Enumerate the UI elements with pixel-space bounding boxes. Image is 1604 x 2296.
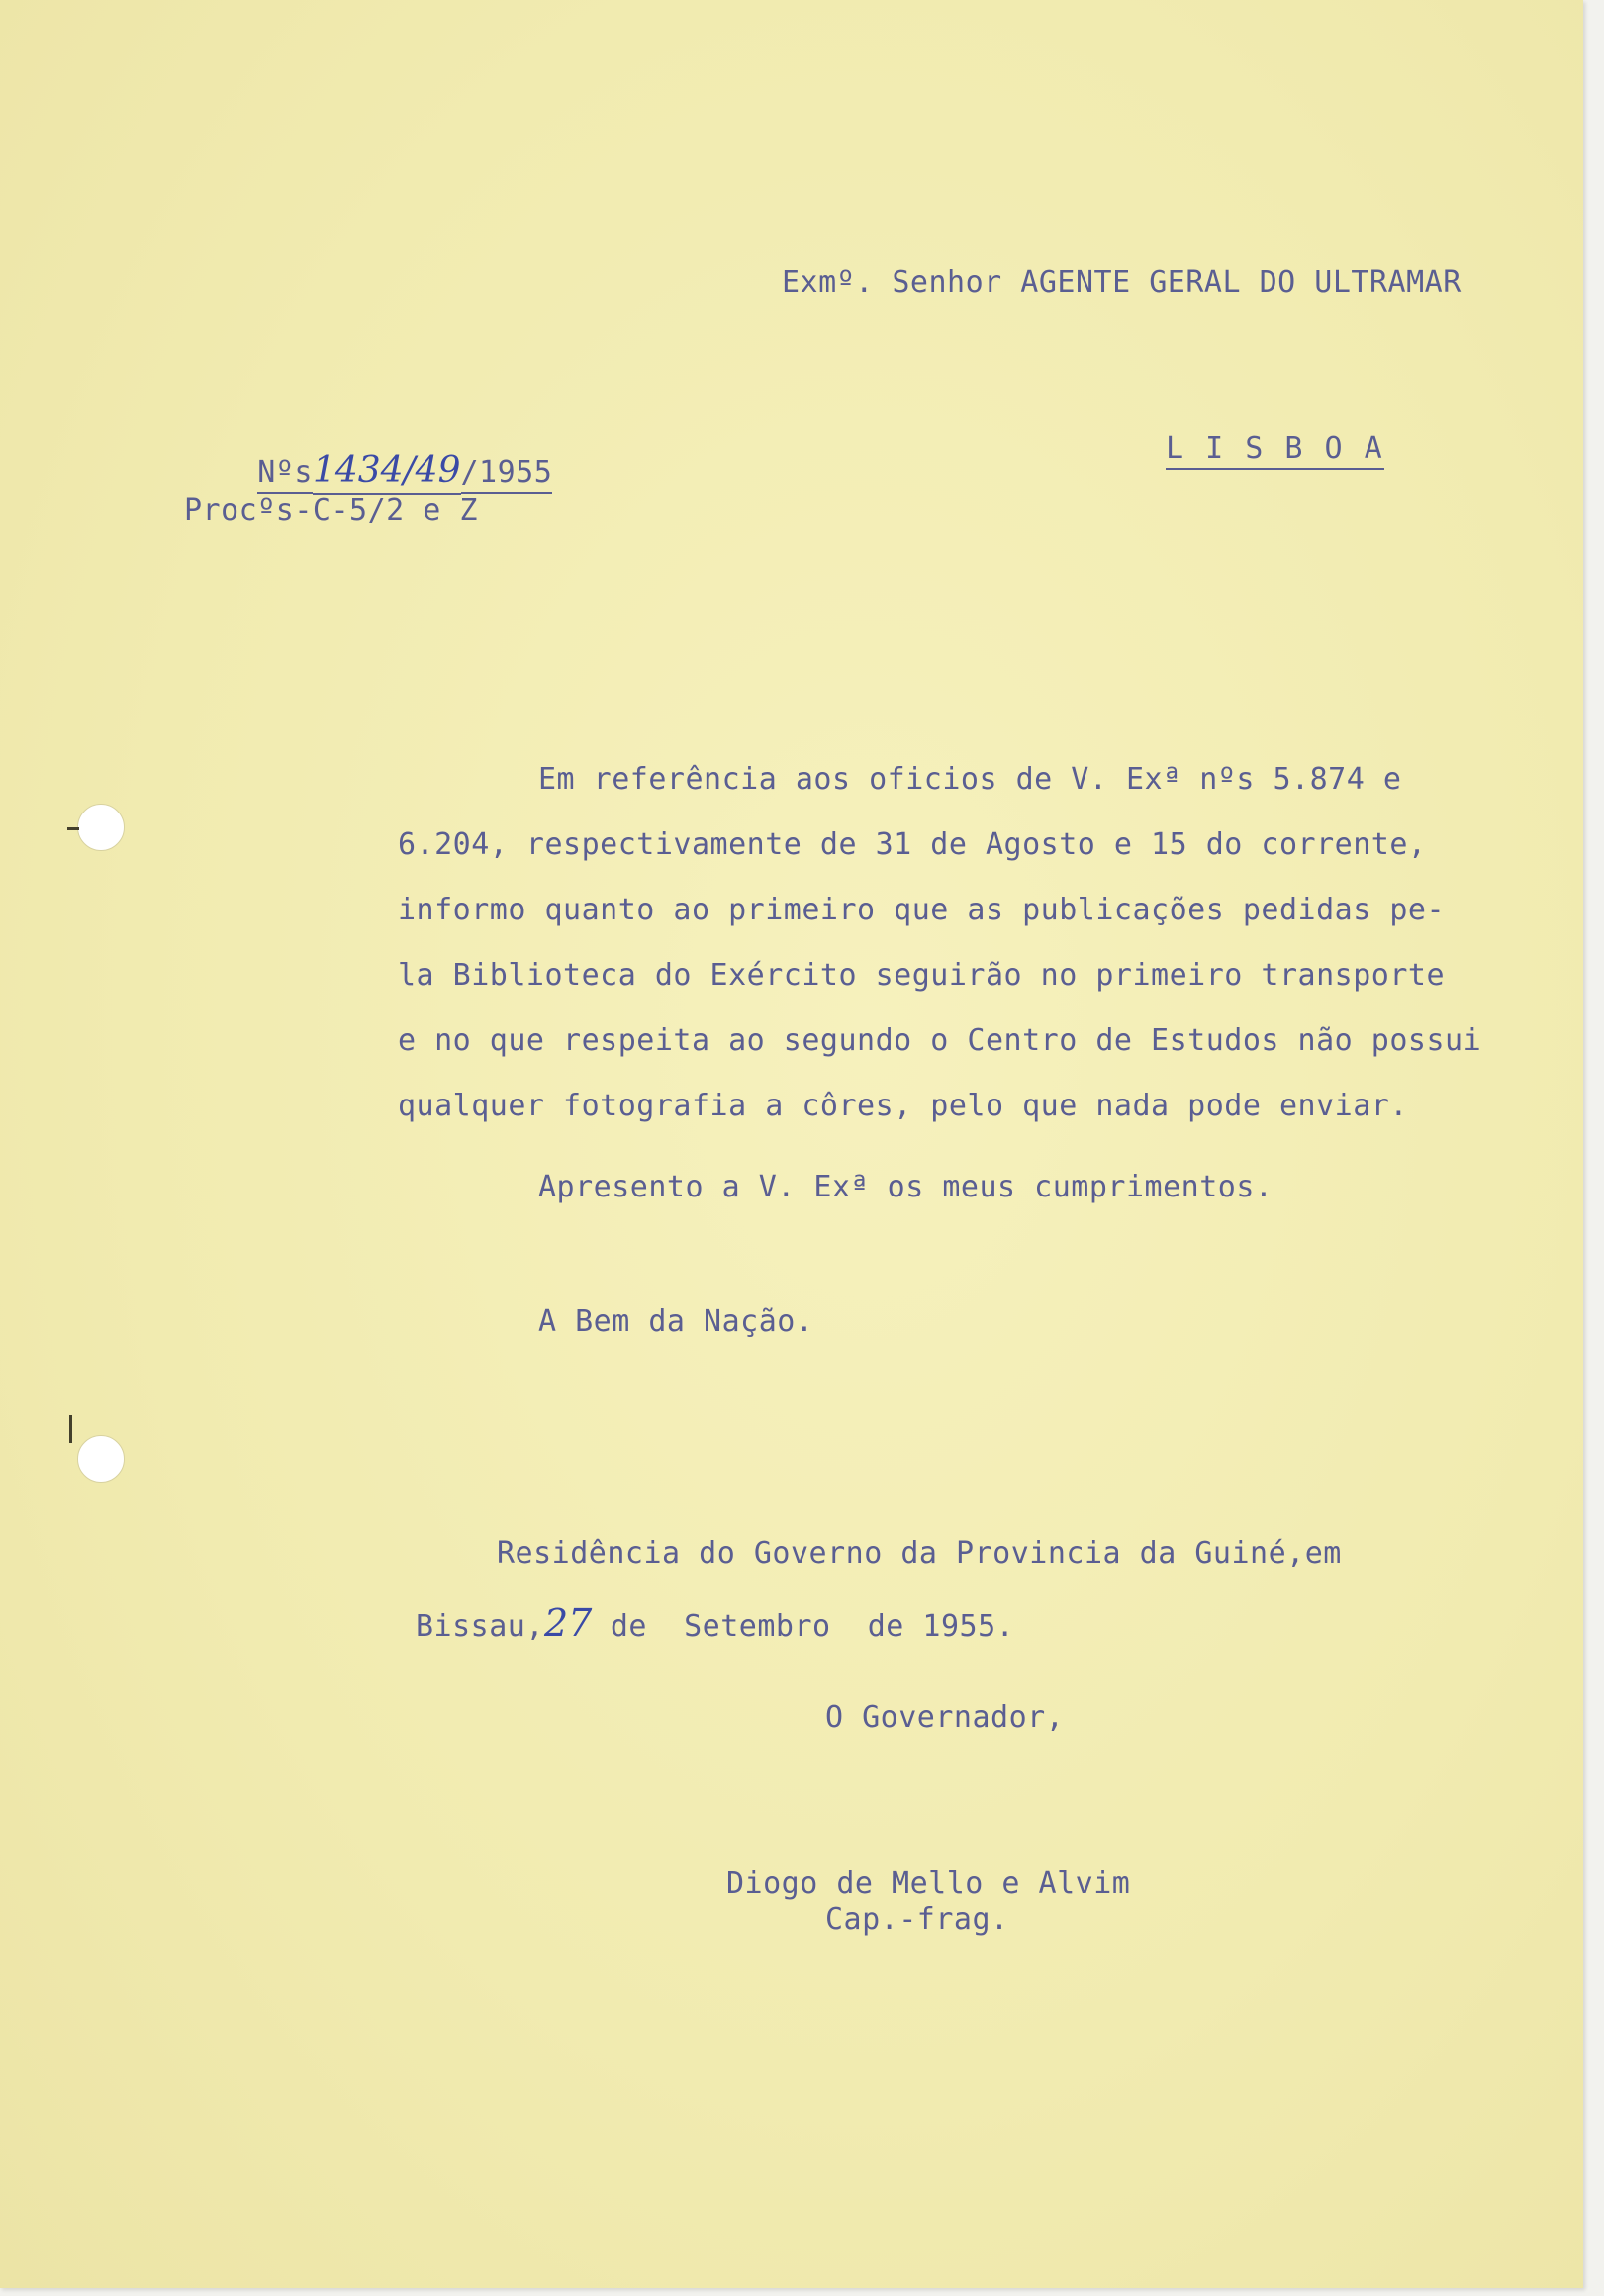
addressee-line: Exmº. Senhor AGENTE GERAL DO ULTRAMAR [782,265,1462,300]
body-line-4: la Biblioteca do Exército seguirão no primeiro transporte [398,958,1446,993]
reference-year: /1955 [461,455,553,494]
body-line-6: qualquer fotografia a côres, pelo que nada pode enviar. [398,1089,1408,1123]
date-day-handwritten: 27 [543,1601,593,1645]
signatory-role: O Governador, [825,1700,1065,1735]
punch-hole-top [77,804,125,851]
body-line-2: 6.204, respectivamente de 31 de Agosto e 15 do corrente, [398,827,1427,862]
punch-hole-bottom [77,1435,125,1483]
reference-prefix: Nºs [257,455,313,494]
date-rest: de Setembro de 1955. [592,1609,1015,1644]
reference-handwritten-number: 1434/49 [313,450,461,495]
body-line-1: Em referência aos oficios de V. Exª nºs 5.874 e [538,762,1402,797]
date-line [416,1601,1014,1645]
body-line-5: e no que respeita ao segundo o Centro de Estudos não possui [398,1023,1482,1058]
paper-tear-mark [67,827,79,830]
place-line: Residência do Governo da Provincia da Guiné,em [497,1536,1342,1571]
paper-tear-mark [69,1415,72,1443]
closing-line: Apresento a V. Exª os meus cumprimentos. [538,1170,1274,1204]
signatory-rank: Cap.-frag. [825,1902,1009,1937]
body-line-3: informo quanto ao primeiro que as publicações pedidas pe- [398,893,1446,927]
signatory-name: Diogo de Mello e Alvim [726,1866,1131,1901]
process-reference: Procºs-C-5/2 e Z [184,493,478,527]
addressee-city: L I S B O A [1166,431,1384,470]
motto: A Bem da Nação. [538,1304,814,1339]
date-place: Bissau, [416,1609,544,1644]
